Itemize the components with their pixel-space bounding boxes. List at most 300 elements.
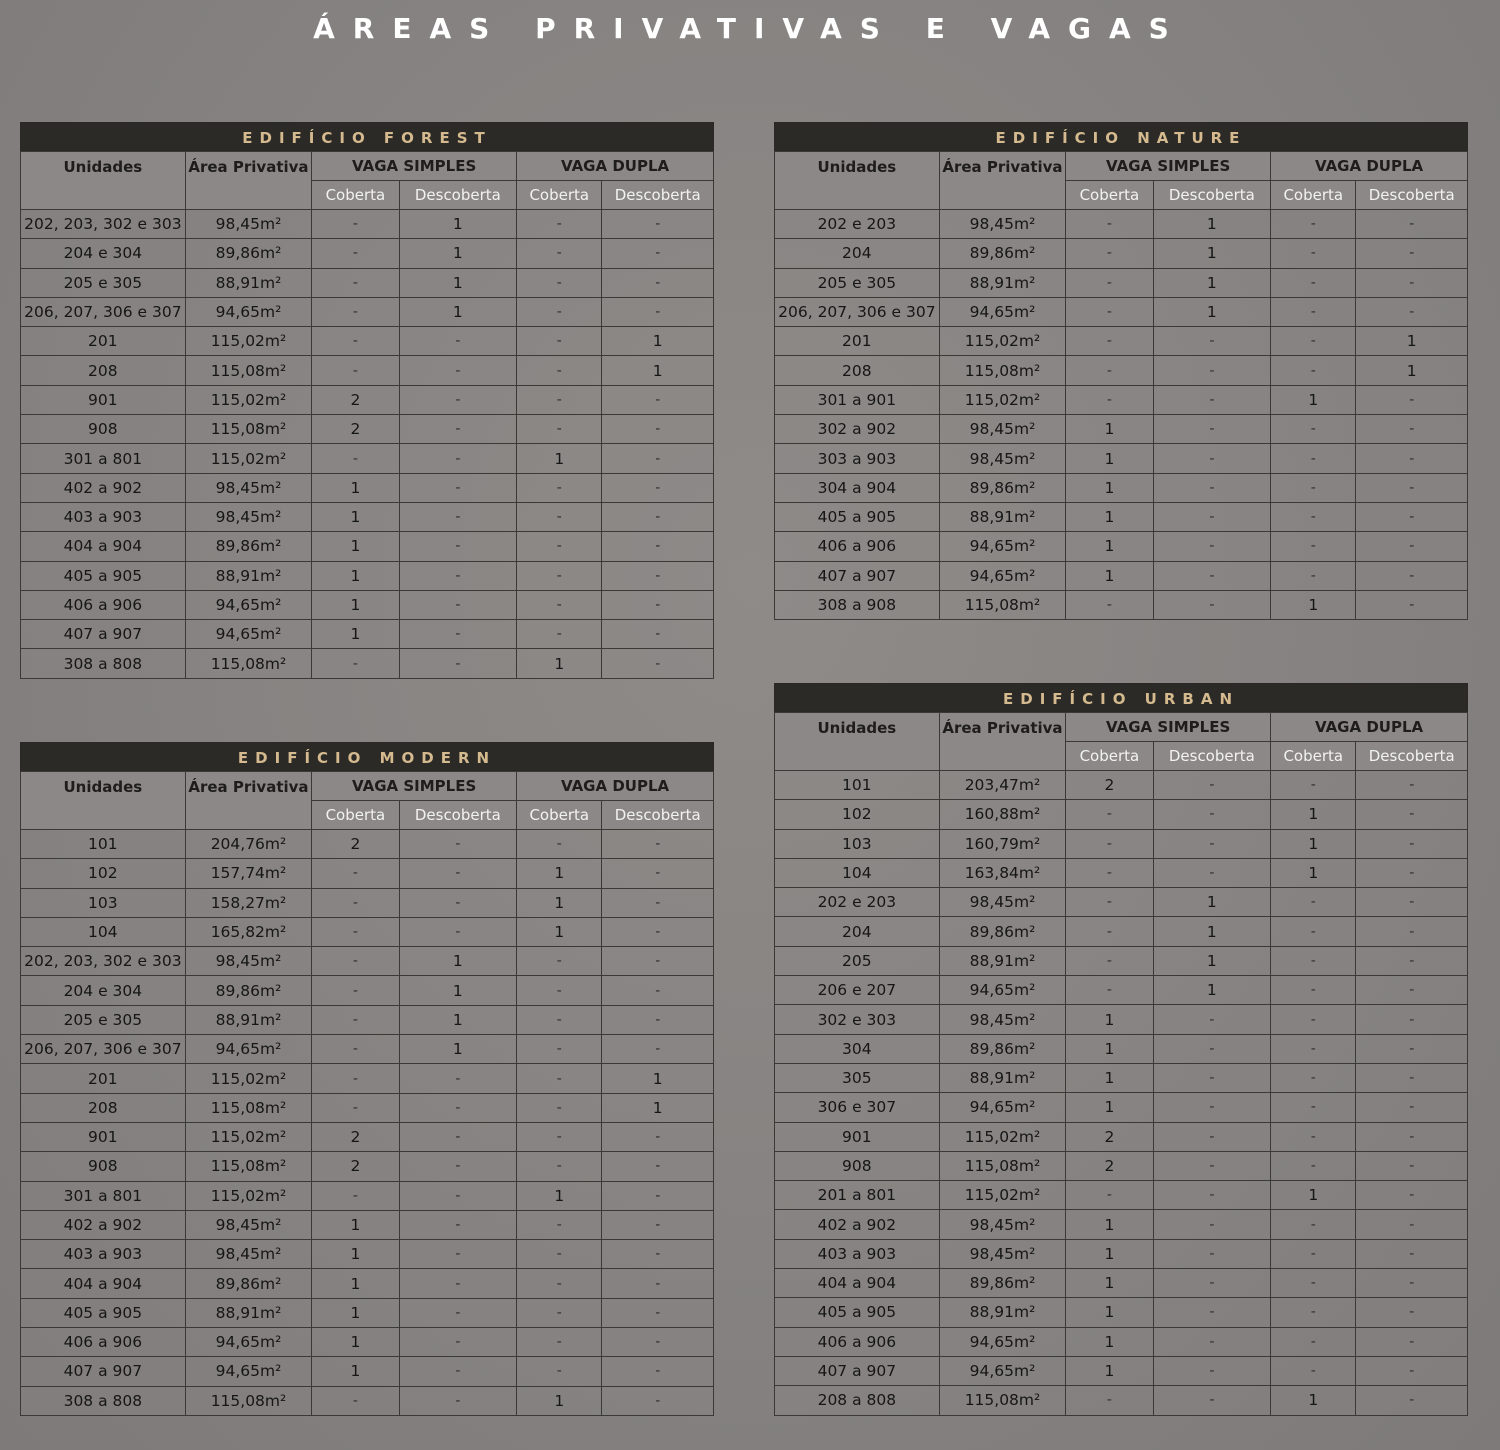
cell-dupla-coberta: 1 [517, 444, 602, 473]
cell-area: 98,45m² [185, 210, 312, 239]
cell-area: 89,86m² [939, 473, 1066, 502]
table-row [775, 444, 1468, 473]
cell-dupla-descoberta: - [602, 888, 714, 917]
cell-simples-coberta: - [1066, 297, 1153, 326]
cell-dupla-descoberta: - [1356, 1093, 1468, 1122]
cell-unidade: 206 e 207 [775, 976, 940, 1005]
table-forest [20, 122, 714, 679]
cell-simples-descoberta: - [399, 444, 517, 473]
cell-simples-coberta: 2 [312, 1152, 399, 1181]
cell-dupla-coberta: - [1271, 1356, 1356, 1385]
cell-unidade: 102 [775, 800, 940, 829]
cell-simples-descoberta: - [399, 1210, 517, 1239]
table-urban [774, 683, 1468, 1416]
cell-area: 88,91m² [185, 1005, 312, 1034]
cell-simples-coberta: 1 [1066, 1298, 1153, 1327]
cell-area: 88,91m² [185, 561, 312, 590]
table-row [21, 1093, 714, 1122]
cell-area: 115,08m² [939, 590, 1066, 619]
cell-dupla-descoberta: - [1356, 268, 1468, 297]
cell-dupla-coberta: - [517, 830, 602, 859]
col-header-area: Área Privativa [939, 152, 1066, 210]
cell-area: 98,45m² [939, 210, 1066, 239]
cell-simples-coberta: - [312, 947, 399, 976]
cell-dupla-coberta: - [1271, 917, 1356, 946]
cell-simples-descoberta: - [1153, 1356, 1271, 1385]
table-row [775, 561, 1468, 590]
cell-area: 98,45m² [185, 947, 312, 976]
cell-simples-descoberta: 1 [1153, 917, 1271, 946]
cell-simples-descoberta: - [399, 620, 517, 649]
cell-dupla-coberta: - [517, 1328, 602, 1357]
cell-simples-coberta: - [1066, 829, 1153, 858]
cell-dupla-descoberta: - [602, 947, 714, 976]
cell-unidade: 204 e 304 [21, 976, 186, 1005]
cell-dupla-coberta: - [1271, 1327, 1356, 1356]
col-header-coberta: Coberta [312, 801, 399, 830]
col-header-area: Área Privativa [185, 152, 312, 210]
cell-unidade: 202 e 203 [775, 888, 940, 917]
cell-simples-descoberta: - [1153, 1181, 1271, 1210]
table-row [775, 1269, 1468, 1298]
cell-dupla-descoberta: - [1356, 297, 1468, 326]
cell-simples-coberta: 2 [1066, 1122, 1153, 1151]
cell-simples-descoberta: - [399, 385, 517, 414]
cell-unidade: 407 a 907 [775, 1356, 940, 1385]
cell-unidade: 402 a 902 [21, 473, 186, 502]
cell-simples-descoberta: - [399, 1386, 517, 1415]
cell-dupla-descoberta: - [1356, 239, 1468, 268]
cell-dupla-descoberta: 1 [1356, 327, 1468, 356]
table-row [21, 356, 714, 385]
cell-unidade: 201 [21, 327, 186, 356]
cell-simples-descoberta: 1 [1153, 888, 1271, 917]
table-row [21, 444, 714, 473]
table-row [21, 859, 714, 888]
cell-dupla-descoberta: - [602, 532, 714, 561]
cell-simples-coberta: - [312, 239, 399, 268]
col-header-coberta: Coberta [517, 181, 602, 210]
cell-simples-coberta: - [1066, 858, 1153, 887]
cell-dupla-descoberta: - [1356, 502, 1468, 531]
table-row [21, 590, 714, 619]
cell-dupla-descoberta: - [1356, 1327, 1468, 1356]
cell-unidade: 406 a 906 [21, 590, 186, 619]
cell-area: 115,08m² [185, 415, 312, 444]
parking-table [20, 771, 714, 1416]
cell-dupla-descoberta: - [602, 620, 714, 649]
cell-dupla-descoberta: - [602, 590, 714, 619]
cell-dupla-coberta: - [517, 1005, 602, 1034]
cell-simples-descoberta: - [399, 888, 517, 917]
table-row [775, 800, 1468, 829]
cell-dupla-descoberta: 1 [602, 356, 714, 385]
cell-area: 89,86m² [939, 1269, 1066, 1298]
cell-dupla-coberta: - [517, 1269, 602, 1298]
cell-simples-descoberta: - [1153, 771, 1271, 800]
table-row [775, 268, 1468, 297]
cell-dupla-descoberta: 1 [602, 1064, 714, 1093]
cell-dupla-coberta: 1 [517, 1181, 602, 1210]
header-row [775, 713, 1468, 742]
cell-dupla-descoberta: - [1356, 800, 1468, 829]
cell-area: 115,02m² [185, 1181, 312, 1210]
cell-simples-coberta: - [1066, 946, 1153, 975]
cell-area: 98,45m² [185, 502, 312, 531]
cell-dupla-coberta: - [517, 356, 602, 385]
cell-simples-descoberta: - [1153, 1327, 1271, 1356]
cell-dupla-coberta: 1 [1271, 590, 1356, 619]
cell-dupla-descoberta: - [602, 415, 714, 444]
col-header-coberta: Coberta [1066, 181, 1153, 210]
cell-area: 94,65m² [185, 1035, 312, 1064]
cell-unidade: 205 [775, 946, 940, 975]
col-header-descoberta: Descoberta [1153, 742, 1271, 771]
cell-simples-coberta: 1 [1066, 415, 1153, 444]
cell-dupla-coberta: - [1271, 297, 1356, 326]
cell-unidade: 308 a 908 [775, 590, 940, 619]
cell-unidade: 406 a 906 [775, 532, 940, 561]
cell-unidade: 202 e 203 [775, 210, 940, 239]
cell-simples-descoberta: - [1153, 502, 1271, 531]
table-row [21, 830, 714, 859]
cell-unidade: 405 a 905 [21, 1298, 186, 1327]
cell-simples-descoberta: - [1153, 561, 1271, 590]
cell-area: 115,08m² [185, 1152, 312, 1181]
cell-dupla-coberta: - [517, 297, 602, 326]
table-row [775, 858, 1468, 887]
cell-area: 89,86m² [185, 239, 312, 268]
cell-dupla-descoberta: - [1356, 415, 1468, 444]
cell-area: 98,45m² [939, 1239, 1066, 1268]
cell-unidade: 908 [775, 1151, 940, 1180]
cell-area: 115,02m² [185, 444, 312, 473]
cell-simples-descoberta: - [399, 473, 517, 502]
cell-simples-coberta: 1 [312, 1357, 399, 1386]
cell-dupla-descoberta: - [602, 297, 714, 326]
cell-dupla-coberta: - [517, 1240, 602, 1269]
cell-area: 115,02m² [185, 1122, 312, 1151]
cell-simples-descoberta: - [399, 1269, 517, 1298]
cell-dupla-coberta: - [517, 1093, 602, 1122]
cell-dupla-coberta: - [517, 385, 602, 414]
cell-simples-coberta: 2 [312, 1122, 399, 1151]
cell-unidade: 301 a 801 [21, 444, 186, 473]
table-row [21, 327, 714, 356]
cell-simples-coberta: - [312, 1035, 399, 1064]
cell-simples-coberta: - [1066, 327, 1153, 356]
cell-area: 98,45m² [185, 473, 312, 502]
cell-simples-descoberta: - [399, 917, 517, 946]
cell-simples-descoberta: - [399, 1152, 517, 1181]
cell-dupla-coberta: 1 [517, 1386, 602, 1415]
cell-simples-descoberta: - [399, 1093, 517, 1122]
cell-simples-descoberta: - [399, 1298, 517, 1327]
cell-dupla-descoberta: - [1356, 1210, 1468, 1239]
cell-dupla-coberta: 1 [517, 859, 602, 888]
cell-dupla-coberta: - [517, 502, 602, 531]
table-row [775, 1181, 1468, 1210]
table-row [21, 1122, 714, 1151]
table-row [775, 385, 1468, 414]
cell-dupla-descoberta: - [1356, 917, 1468, 946]
table-row [21, 1181, 714, 1210]
cell-simples-coberta: - [1066, 1386, 1153, 1415]
cell-dupla-coberta: - [1271, 210, 1356, 239]
table-row [775, 1034, 1468, 1063]
cell-dupla-coberta: - [1271, 502, 1356, 531]
cell-simples-coberta: 1 [1066, 1356, 1153, 1385]
table-row [775, 210, 1468, 239]
cell-dupla-coberta: - [517, 620, 602, 649]
cell-area: 115,02m² [185, 385, 312, 414]
cell-dupla-coberta: - [1271, 268, 1356, 297]
cell-simples-coberta: - [312, 976, 399, 1005]
cell-area: 94,65m² [939, 297, 1066, 326]
cell-unidade: 901 [21, 1122, 186, 1151]
table-row [775, 771, 1468, 800]
cell-simples-coberta: 1 [312, 590, 399, 619]
table-row [775, 1239, 1468, 1268]
table-row [775, 1005, 1468, 1034]
cell-dupla-descoberta: - [1356, 1386, 1468, 1415]
cell-simples-coberta: - [312, 356, 399, 385]
col-header-unidades: Unidades [775, 152, 940, 210]
cell-unidade: 406 a 906 [21, 1328, 186, 1357]
cell-simples-descoberta: - [1153, 444, 1271, 473]
cell-dupla-descoberta: - [602, 1298, 714, 1327]
cell-dupla-coberta: - [1271, 1063, 1356, 1092]
parking-table [20, 151, 714, 679]
cell-dupla-descoberta: - [1356, 1122, 1468, 1151]
table-row [21, 297, 714, 326]
cell-simples-descoberta: - [399, 327, 517, 356]
cell-dupla-descoberta: - [602, 1328, 714, 1357]
cell-simples-coberta: 1 [312, 1328, 399, 1357]
cell-simples-coberta: - [312, 649, 399, 678]
cell-unidade: 302 a 902 [775, 415, 940, 444]
cell-simples-descoberta: - [399, 1064, 517, 1093]
cell-simples-coberta: 1 [1066, 1210, 1153, 1239]
cell-dupla-descoberta: - [1356, 1005, 1468, 1034]
cell-area: 98,45m² [939, 888, 1066, 917]
cell-dupla-descoberta: - [1356, 888, 1468, 917]
cell-dupla-descoberta: - [1356, 858, 1468, 887]
cell-dupla-descoberta: - [602, 1181, 714, 1210]
col-header-descoberta: Descoberta [1356, 742, 1468, 771]
cell-simples-descoberta: 1 [1153, 946, 1271, 975]
cell-simples-coberta: - [312, 1064, 399, 1093]
cell-dupla-coberta: - [1271, 532, 1356, 561]
cell-simples-descoberta: - [399, 561, 517, 590]
col-header-descoberta: Descoberta [399, 801, 517, 830]
cell-area: 94,65m² [185, 297, 312, 326]
col-header-vaga-simples: VAGA SIMPLES [1066, 152, 1271, 181]
table-row [775, 1386, 1468, 1415]
col-header-descoberta: Descoberta [602, 801, 714, 830]
table-row [775, 888, 1468, 917]
cell-unidade: 402 a 902 [775, 1210, 940, 1239]
cell-dupla-descoberta: - [602, 561, 714, 590]
table-row [21, 1035, 714, 1064]
cell-area: 88,91m² [185, 1298, 312, 1327]
cell-dupla-coberta: - [1271, 561, 1356, 590]
cell-simples-descoberta: - [1153, 829, 1271, 858]
table-row [21, 1269, 714, 1298]
cell-dupla-coberta: - [517, 1210, 602, 1239]
cell-unidade: 208 [21, 356, 186, 385]
table-row [775, 829, 1468, 858]
cell-simples-coberta: - [1066, 385, 1153, 414]
cell-simples-coberta: - [312, 444, 399, 473]
table-row [775, 1210, 1468, 1239]
cell-simples-descoberta: - [399, 532, 517, 561]
cell-simples-descoberta: 1 [399, 947, 517, 976]
cell-unidade: 403 a 903 [21, 502, 186, 531]
cell-simples-descoberta: - [399, 859, 517, 888]
table-row [21, 268, 714, 297]
cell-simples-descoberta: - [399, 1357, 517, 1386]
table-row [21, 1298, 714, 1327]
cell-area: 157,74m² [185, 859, 312, 888]
table-row [21, 532, 714, 561]
cell-area: 94,65m² [939, 532, 1066, 561]
cell-dupla-descoberta: - [1356, 590, 1468, 619]
cell-dupla-coberta: - [517, 1152, 602, 1181]
cell-simples-coberta: 2 [312, 830, 399, 859]
cell-area: 94,65m² [185, 620, 312, 649]
cell-simples-descoberta: - [399, 415, 517, 444]
cell-dupla-descoberta: - [1356, 976, 1468, 1005]
cell-area: 94,65m² [939, 1327, 1066, 1356]
table-row [775, 1356, 1468, 1385]
cell-simples-coberta: 1 [312, 1210, 399, 1239]
table-row [775, 917, 1468, 946]
cell-dupla-descoberta: - [602, 1210, 714, 1239]
cell-unidade: 204 e 304 [21, 239, 186, 268]
cell-dupla-coberta: - [517, 590, 602, 619]
col-header-coberta: Coberta [1271, 181, 1356, 210]
table-row [775, 239, 1468, 268]
cell-dupla-coberta: - [517, 947, 602, 976]
cell-unidade: 908 [21, 1152, 186, 1181]
col-header-descoberta: Descoberta [1153, 181, 1271, 210]
cell-dupla-coberta: 1 [1271, 385, 1356, 414]
cell-dupla-coberta: - [517, 473, 602, 502]
cell-dupla-descoberta: - [602, 859, 714, 888]
cell-unidade: 201 a 801 [775, 1181, 940, 1210]
cell-dupla-coberta: - [1271, 1122, 1356, 1151]
cell-dupla-descoberta: - [1356, 1298, 1468, 1327]
cell-dupla-coberta: - [517, 1035, 602, 1064]
cell-simples-coberta: 1 [1066, 561, 1153, 590]
cell-area: 89,86m² [939, 239, 1066, 268]
cell-simples-descoberta: - [1153, 327, 1271, 356]
cell-dupla-coberta: - [517, 1122, 602, 1151]
cell-unidade: 103 [21, 888, 186, 917]
cell-dupla-descoberta: - [602, 1122, 714, 1151]
cell-dupla-descoberta: - [1356, 561, 1468, 590]
cell-unidade: 206, 207, 306 e 307 [775, 297, 940, 326]
cell-unidade: 304 a 904 [775, 473, 940, 502]
table-row [21, 1210, 714, 1239]
cell-simples-coberta: 2 [312, 415, 399, 444]
cell-area: 115,02m² [939, 1122, 1066, 1151]
cell-dupla-descoberta: - [602, 1035, 714, 1064]
cell-unidade: 306 e 307 [775, 1093, 940, 1122]
cell-dupla-descoberta: - [1356, 385, 1468, 414]
cell-simples-descoberta: - [1153, 590, 1271, 619]
cell-unidade: 205 e 305 [21, 1005, 186, 1034]
cell-simples-descoberta: - [399, 356, 517, 385]
cell-area: 88,91m² [939, 1298, 1066, 1327]
cell-area: 115,08m² [939, 1151, 1066, 1180]
cell-dupla-coberta: - [517, 268, 602, 297]
building-title: EDIFÍCIO MODERN [20, 742, 714, 771]
col-header-coberta: Coberta [1066, 742, 1153, 771]
cell-area: 88,91m² [939, 1063, 1066, 1092]
cell-simples-coberta: - [312, 297, 399, 326]
table-row [775, 1327, 1468, 1356]
cell-simples-coberta: - [1066, 590, 1153, 619]
cell-area: 94,65m² [185, 590, 312, 619]
cell-area: 158,27m² [185, 888, 312, 917]
cell-unidade: 205 e 305 [775, 268, 940, 297]
cell-simples-coberta: 1 [1066, 444, 1153, 473]
cell-simples-coberta: 1 [1066, 1239, 1153, 1268]
cell-area: 163,84m² [939, 858, 1066, 887]
cell-unidade: 407 a 907 [21, 620, 186, 649]
cell-dupla-coberta: - [1271, 1005, 1356, 1034]
cell-simples-coberta: 1 [312, 1240, 399, 1269]
cell-simples-coberta: 1 [1066, 473, 1153, 502]
cell-dupla-coberta: - [1271, 1093, 1356, 1122]
cell-unidade: 101 [21, 830, 186, 859]
cell-unidade: 404 a 904 [21, 532, 186, 561]
cell-dupla-descoberta: - [602, 1005, 714, 1034]
table-row [775, 415, 1468, 444]
cell-dupla-descoberta: - [1356, 473, 1468, 502]
table-row [21, 947, 714, 976]
table-row [775, 1298, 1468, 1327]
cell-simples-descoberta: 1 [399, 210, 517, 239]
cell-simples-descoberta: - [1153, 1151, 1271, 1180]
table-row [21, 1386, 714, 1415]
table-row [21, 1152, 714, 1181]
cell-unidade: 405 a 905 [775, 1298, 940, 1327]
cell-area: 89,86m² [185, 532, 312, 561]
cell-dupla-descoberta: - [602, 649, 714, 678]
cell-simples-coberta: - [1066, 1181, 1153, 1210]
cell-simples-descoberta: 1 [399, 976, 517, 1005]
cell-simples-descoberta: - [399, 649, 517, 678]
cell-dupla-coberta: - [1271, 415, 1356, 444]
cell-dupla-coberta: - [1271, 444, 1356, 473]
cell-simples-coberta: - [1066, 268, 1153, 297]
cell-dupla-coberta: - [1271, 1151, 1356, 1180]
cell-dupla-coberta: - [1271, 976, 1356, 1005]
cell-simples-coberta: - [312, 1181, 399, 1210]
cell-simples-coberta: 1 [312, 561, 399, 590]
cell-simples-coberta: 1 [1066, 1005, 1153, 1034]
cell-unidade: 202, 203, 302 e 303 [21, 947, 186, 976]
cell-simples-descoberta: 1 [399, 1035, 517, 1064]
cell-dupla-coberta: - [1271, 327, 1356, 356]
col-header-area: Área Privativa [185, 772, 312, 830]
cell-dupla-descoberta: - [602, 210, 714, 239]
cell-unidade: 204 [775, 917, 940, 946]
cell-simples-coberta: - [1066, 356, 1153, 385]
